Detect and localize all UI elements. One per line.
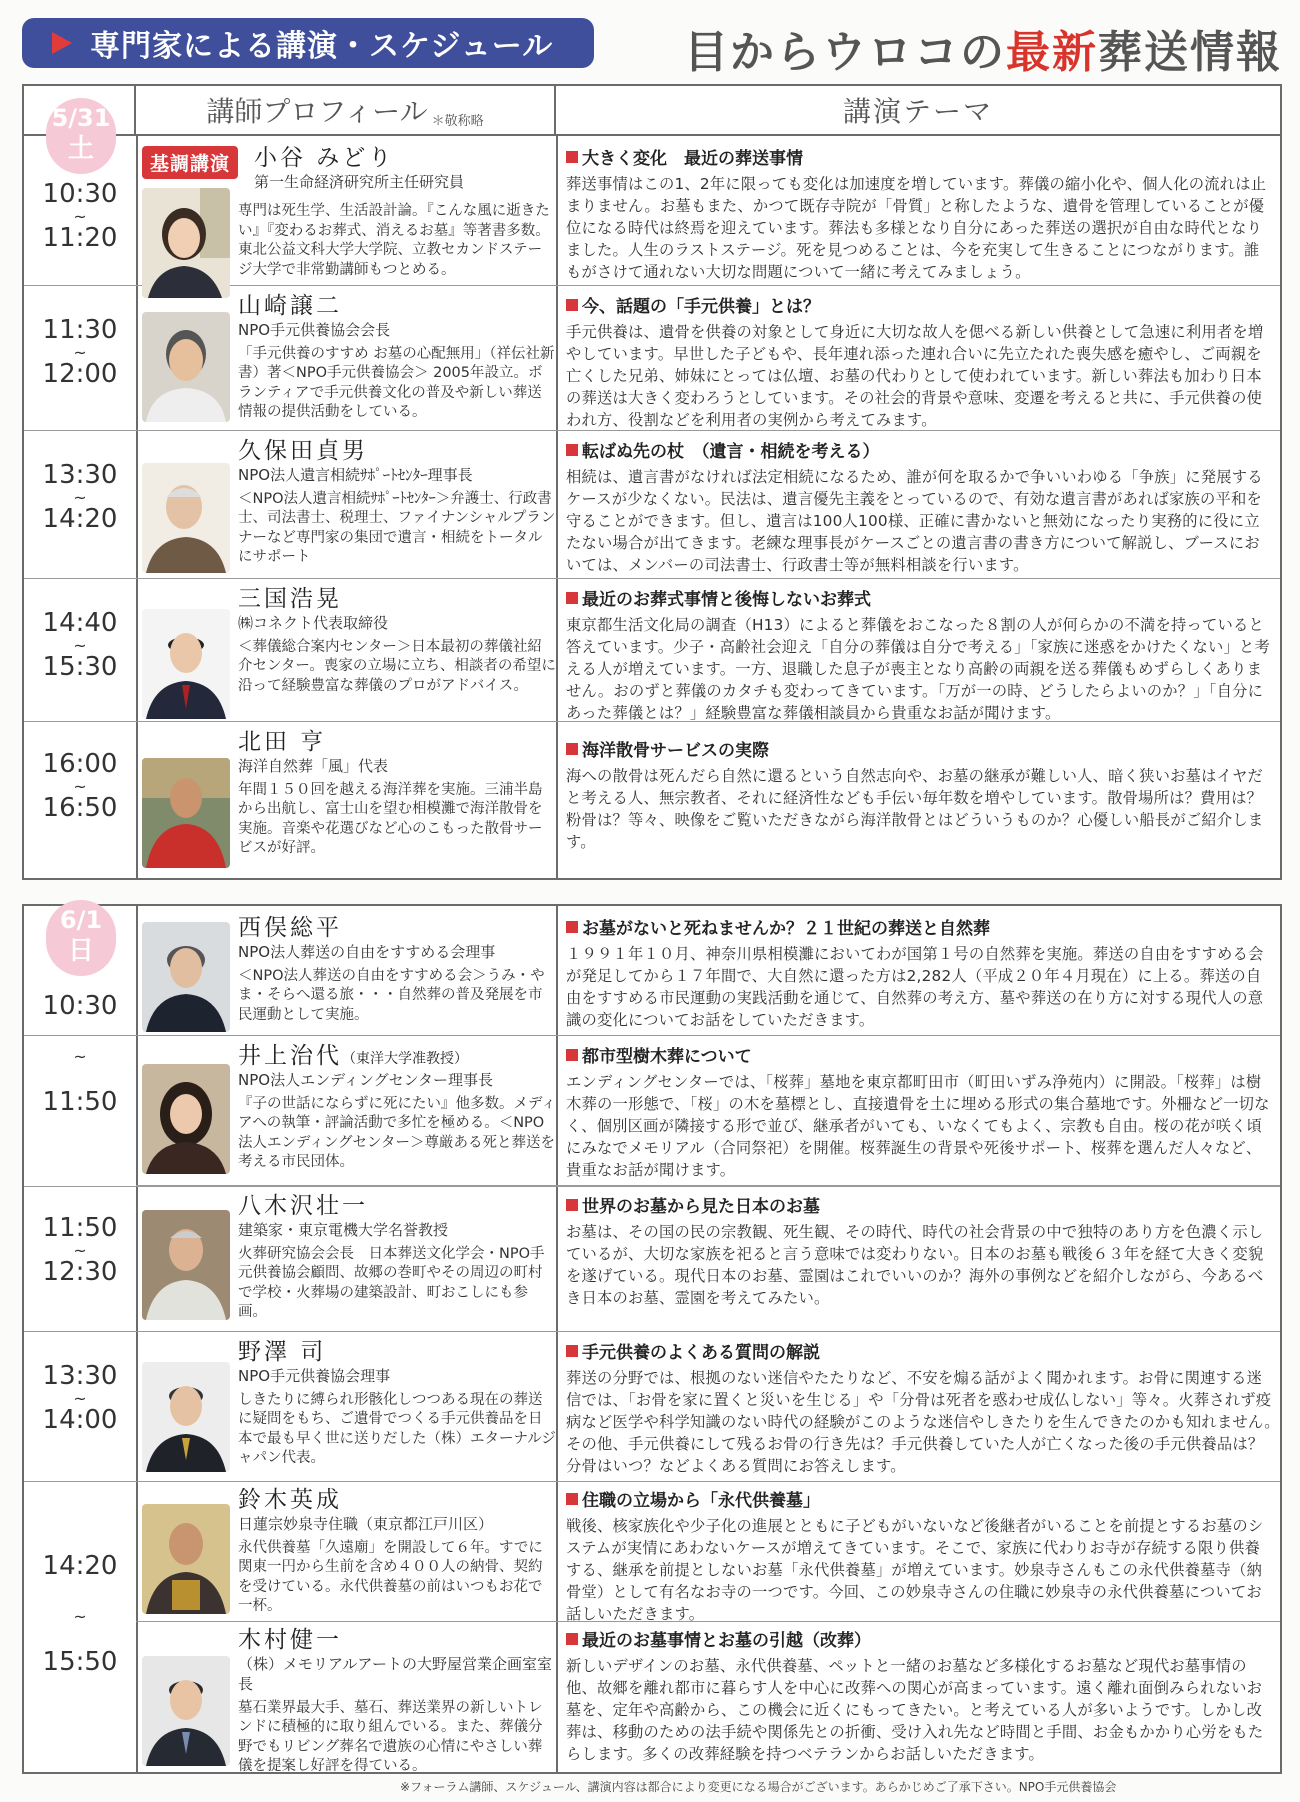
theme-body: お墓は、その国の民の宗教観、死生観、その時代、時代の社会背景の中で独特のあり方を色濃く示しているが、大切な家族を祀ると言う意味では変わりない。日本のお墓も戦後６３年を経て大きく変貌を遂げている。現代日本のお墓、霊園はこれでいいのか？海外の事例などを紹介しながら、今あるべき日本のお墓、霊園を考えてみたい。 — [566, 1223, 1264, 1308]
theme-title-text: 最近のお墓事情とお墓の引越（改葬） — [582, 1631, 871, 1651]
session-time — [24, 1362, 136, 1436]
theme-title-text: 転ばぬ先の杖 （遺言・相続を考える） — [582, 442, 880, 462]
time-end: 14:00 — [42, 1405, 118, 1436]
weekday-label: 土 — [67, 134, 94, 164]
date-label: 6/1 — [59, 906, 103, 934]
banner-title: 専門家による講演・スケジュール — [90, 29, 554, 64]
theme-block — [566, 1042, 1274, 1181]
brand-highlight: 最新 — [1006, 27, 1098, 78]
time-end: 12:00 — [42, 359, 118, 390]
tilde-icon: ~ — [73, 1607, 87, 1626]
brand-post: 葬送情報 — [1098, 27, 1282, 78]
theme-title — [566, 585, 1274, 610]
theme-body: 海への散骨は死んだら自然に還るという自然志向や、お墓の継承が難しい人、暗く狭いお墓はイヤだと考える人、無宗教者、それに経済性なども手伝い毎年数を増やしています。散骨場所は？費用は？粉骨は？等々、映像をご覧いただきながら海洋散骨とはどういうものか？心優しい船長がご紹介します。 — [566, 767, 1264, 852]
column-header-profile — [136, 86, 556, 134]
theme-body: 戦後、核家族化や少子化の進展とともに子どもがいないなど後継者がいることを前提とするお墓のシステムが実情にあわないケースが増えてきています。そこで、家族に代わりお寺が存続する限り供養する、継承を前提としないお墓「永代供養墓」が増えています。妙泉寺さんもこの永代供養墓寺（納骨堂）として有名なお寺の一つです。今回、この妙泉寺さんの住職に妙泉寺の永代供養墓についてお話しいただきます。 — [566, 1517, 1264, 1624]
date-label: 5/31 — [51, 104, 111, 132]
speaker-description: ＜NPO法人葬送の自由をすすめる会＞うみ・やま・そらへ還る旅・・・自然葬の普及発展を市民運動として実施。 — [238, 967, 545, 1023]
speaker-profile — [238, 437, 556, 568]
speaker-name: 野澤 司 — [238, 1339, 327, 1365]
speaker-profile — [238, 728, 556, 859]
square-bullet-icon — [566, 151, 578, 163]
theme-block — [566, 1192, 1274, 1309]
speaker-affiliation: NPO法人遺言相続ｻﾎﾟｰﾄｾﾝﾀｰ理事長 — [238, 465, 473, 484]
speaker-name: 鈴木英成 — [238, 1487, 342, 1513]
session-row — [24, 1186, 1280, 1332]
time-end: 15:30 — [42, 652, 118, 683]
speaker-name-note: （東洋大学准教授） — [342, 1051, 468, 1067]
square-bullet-icon — [566, 1493, 578, 1505]
speaker-affiliation: NPO法人エンディングセンター理事長 — [238, 1070, 493, 1089]
speaker-profile — [238, 292, 556, 423]
theme-block — [566, 736, 1274, 853]
tilde-icon: ~ — [73, 1047, 87, 1066]
speaker-name: 西俣総平 — [238, 915, 342, 941]
theme-title — [566, 1626, 1274, 1651]
square-bullet-icon — [566, 1633, 578, 1645]
theme-body: 手元供養は、遺骨を供養の対象として身近に大切な故人を偲べる新しい供養として急速に利用者を増やしています。早世した子どもや、長年連れ添った連れ合いに先立たれた喪失感を癒やし、ご両親を亡くした兄弟、姉妹にとっては仏壇、お墓の代わりとして使われています。新しい葬法も加わり日本の葬送は大きく変わろうとしています。その社会的背景や意味、変遷を考えると共に、手元供養の使われ方、役割などを利用者の実例から考えてみます。 — [566, 323, 1264, 430]
theme-title-text: 海洋散骨サービスの実際 — [582, 741, 769, 761]
theme-body: １９９１年１０月、神奈川県相模灘においてわが国第１号の自然葬を実施。葬送の自由をすすめる会が発足してから１７年間で、大自然に還った方は2,282人（平成２０年４月現在）に上る。葬送の自由をすすめる市民運動の実践活動を通じて、自然葬の考え方、墓や葬送の在り方に対する現代人の意識の変化についてお話をしていただきます。 — [566, 945, 1264, 1030]
time-start: 11:30 — [42, 315, 118, 345]
speaker-photo — [142, 1504, 230, 1614]
speaker-description: ＜葬儀総合案内センター＞日本最初の葬儀社紹介センター。喪家の立場に立ち、相談者の希望に沿って経験豊富な葬儀のプロがアドバイス。 — [238, 638, 556, 694]
column-header-theme: 講演テーマ — [842, 95, 993, 128]
theme-title — [566, 914, 1274, 939]
speaker-description: 永代供養墓「久遠廟」を開設して６年。すでに関東一円から生前を含め４００人の納骨、契約を受けている。永代供養墓の前はいつもお花で一杯。 — [238, 1539, 543, 1615]
theme-title-text: 最近のお葬式事情と後悔しないお葬式 — [582, 590, 871, 610]
speaker-name: 久保田貞男 — [238, 438, 368, 464]
square-bullet-icon — [566, 743, 578, 755]
theme-block — [566, 1338, 1288, 1477]
speaker-photo — [142, 1656, 230, 1766]
session-time — [24, 461, 136, 535]
schedule-day1 — [22, 84, 1282, 880]
time-end: 15:50 — [42, 1647, 118, 1677]
speaker-description: 年間１５０回を越える海洋葬を実施。三浦半島から出航し、富士山を望む相模灘で海洋散骨を実施。音楽や花選びなど心のこもった散骨サービスが好評。 — [238, 781, 543, 857]
time-start: 10:30 — [42, 991, 118, 1021]
speaker-affiliation: ㈱コネクト代表取締役 — [238, 613, 389, 632]
theme-title-text: 世界のお墓から見た日本のお墓 — [582, 1197, 820, 1217]
session-row — [24, 722, 1280, 878]
speaker-description: 専門は死生学、生活設計論。『こんな風に逝きたい』『変わるお葬式、消えるお墓』等著書多数。東北公益文科大学大学院、立教セカンドステージ大学で非常勤講師もつとめる。 — [238, 203, 550, 278]
theme-title — [566, 1042, 1274, 1067]
speaker-profile — [238, 1486, 556, 1617]
time-start: 13:30 — [42, 460, 118, 490]
time-end: 12:30 — [42, 1257, 118, 1288]
speaker-name-line — [238, 1042, 556, 1071]
theme-title — [566, 437, 1274, 462]
session-time — [24, 750, 136, 824]
speaker-description: 「手元供養のすすめ お墓の心配無用」（祥伝社新書）著＜NPO手元供養協会＞ 2005年設立。ボランティアで手元供養文化の普及や新しい葬送情報の提供活動をしている。 — [238, 345, 555, 421]
tilde-icon: ~ — [73, 206, 87, 226]
theme-title-text: お墓がないと死ねませんか？２１世紀の葬送と自然葬 — [582, 919, 990, 939]
speaker-photo — [142, 758, 230, 868]
session-time — [24, 1552, 136, 1752]
speaker-profile — [238, 1338, 556, 1469]
time-end: 11:20 — [42, 223, 118, 254]
theme-title-text: 都市型樹木葬について — [582, 1047, 752, 1067]
speaker-profile — [238, 914, 556, 1025]
speaker-photo — [142, 1210, 230, 1320]
schedule-day2 — [22, 904, 1288, 1775]
speaker-affiliation: NPO手元供養協会理事 — [238, 1366, 391, 1385]
speaker-affiliation: NPO手元供養協会会長 — [238, 320, 391, 339]
theme-body: 東京都生活文化局の調査（H13）によると葬儀をおこなった８割の人が何らかの不満を持っていると答えています。少子・高齢社会迎え「自分の葬儀は自分で考える」「家族に迷惑をかけたくない」と考える人が増えています。一方、退職した息子が喪主となり高齢の両親を送る葬儀もめずらしくありません。おのずと葬儀のカタチも変わってきています。「万が一の時、どうしたらよいのか？」「自分にあった葬儀とは？」経験豊富な葬儀相談員から貴重なお話が聞けます。 — [566, 616, 1270, 723]
tilde-icon: ~ — [73, 1240, 87, 1260]
tilde-icon: ~ — [73, 342, 87, 362]
theme-title-text: 住職の立場から「永代供養墓」 — [582, 1491, 820, 1511]
session-row — [24, 286, 1280, 431]
speaker-photo — [142, 609, 230, 719]
schedule-banner — [22, 18, 594, 68]
column-profile-note: ＊敬称略 — [431, 113, 484, 129]
time-start: 11:50 — [42, 1213, 118, 1243]
play-arrow-icon — [52, 32, 72, 54]
speaker-description: 墓石業界最大手、墓石、葬送業界の新しいトレンドに積極的に取り組んでいる。また、葬儀分野でもリビング葬名で遺族の心情にやさしい葬儀を提案し好評を得ている。 — [238, 1699, 543, 1775]
theme-body: エンディングセンターでは、「桜葬」墓地を東京都町田市（町田いずみ浄苑内）に開設。「桜葬」は樹木葬の一形態で、「桜」の木を墓標とし、直接遺骨を土に埋める形式の集合墓地です。外柵など一切なく、個別区画が隣接する形で並び、継承者がいても、いなくてもよく、宗教も自由。桜の花が咲く頃にみなでメモリアル（合同祭祀）を開催。桜葬誕生の背景や死後サポート、桜葬を選んだ人々など、貴重なお話が聞けます。 — [566, 1073, 1270, 1180]
speaker-profile — [238, 1192, 556, 1323]
speaker-affiliation: NPO法人葬送の自由をすすめる会理事 — [238, 942, 496, 961]
speaker-profile — [238, 1626, 556, 1777]
theme-block — [566, 914, 1274, 1031]
session-row — [136, 1622, 1280, 1775]
speaker-affiliation: 海洋自然葬「風」代表 — [238, 756, 389, 775]
tilde-icon: ~ — [73, 1388, 87, 1408]
speaker-photo — [142, 463, 230, 573]
session-row — [136, 1482, 1280, 1622]
speaker-profile — [238, 585, 556, 696]
square-bullet-icon — [566, 921, 578, 933]
square-bullet-icon — [566, 1345, 578, 1357]
session-row — [136, 1036, 1280, 1186]
square-bullet-icon — [566, 444, 578, 456]
time-start: 10:30 — [42, 179, 118, 209]
theme-title-text: 手元供養のよくある質問の解説 — [582, 1343, 820, 1363]
time-start: 13:30 — [42, 1361, 118, 1391]
tilde-icon: ~ — [73, 487, 87, 507]
time-start: 16:00 — [42, 749, 118, 779]
theme-block — [566, 1626, 1274, 1765]
speaker-profile — [238, 1042, 556, 1173]
square-bullet-icon — [566, 1199, 578, 1211]
tilde-icon: ~ — [73, 635, 87, 655]
page-header — [22, 16, 1282, 78]
time-end: 11:50 — [42, 1087, 118, 1117]
theme-title-text: 今、話題の「手元供養」とは？ — [582, 297, 820, 317]
square-bullet-icon — [566, 1049, 578, 1061]
time-end: 14:20 — [42, 504, 118, 535]
speaker-photo — [142, 1064, 230, 1174]
speaker-name: 北田 亨 — [238, 729, 327, 755]
theme-block — [566, 585, 1274, 724]
session-row — [24, 1332, 1288, 1482]
speaker-photo — [142, 922, 230, 1032]
theme-title — [566, 736, 1274, 761]
session-time — [24, 1214, 136, 1288]
theme-title — [566, 144, 1274, 169]
square-bullet-icon — [566, 299, 578, 311]
theme-title-text: 大きく変化 最近の葬送事情 — [582, 149, 803, 169]
theme-block — [566, 437, 1274, 576]
theme-block — [566, 1486, 1274, 1625]
session-time — [24, 609, 136, 683]
speaker-description: 『子の世話にならずに死にたい』他多数。メディアへの執筆・評論活動で多忙を極める。＜NPO法人エンディングセンター＞尊厳ある死と葬送を考える市民団体。 — [238, 1095, 556, 1171]
theme-block — [566, 144, 1274, 283]
speaker-name: 井上治代 — [238, 1043, 342, 1069]
session-row — [24, 136, 1280, 286]
speaker-affiliation: （株）メモリアルアートの大野屋営業企画室室長 — [238, 1654, 552, 1693]
speaker-photo — [142, 312, 230, 422]
session-row — [24, 431, 1280, 579]
footnote: ※フォーラム講師、スケジュール、講演内容は都合により変更になる場合がございます。あらかじめご了承下さい。NPO手元供養協会 — [400, 1780, 1117, 1794]
column-header — [24, 86, 1280, 136]
time-end: 16:50 — [42, 793, 118, 824]
speaker-name: 山崎譲二 — [238, 293, 342, 319]
theme-body: 葬送の分野では、根拠のない迷信やたたりなど、不安を煽る話がよく聞かれます。お骨に関連する迷信では、「お骨を家に置くと災いを生じる」や「分骨は死者を惑わせ成仏しない」等々。火葬されず疫病など医学や科学知識のない時代の経験がこのような迷信やしきたりを生んできたのかも知れません。 その他、手元供養にして残るお骨の行き先は？手元供養していた人が亡くなった後の手元供養品は？分骨はいつ？などよくある質問にお答えします。 — [566, 1369, 1288, 1476]
theme-body: 葬送事情はこの1、2年に限っても変化は加速度を増しています。葬儀の縮小化や、個人化の流れは止まりません。お墓もまた、かつて既存寺院が「骨質」と称したような、遺骨を管理していることが優位になる時代は終焉を迎えています。葬法も多様となり自分にあった葬送の選択が自由な時代となりました。人生のラストステージ。死を見つめることは、今を充実して生きることにつながります。誰もがさけて通れない大切な問題について一緒に考えてみましょう。 — [566, 175, 1267, 282]
speaker-photo — [142, 1362, 230, 1472]
speaker-description: しきたりに縛られ形骸化しつつある現在の葬送に疑問をもち、ご遺骨でつくる手元供養品を日本で最も早く世に送りだした（株）エターナルジャパン代表。 — [238, 1391, 556, 1467]
speaker-affiliation: 第一生命経済研究所主任研究員 — [254, 172, 465, 191]
square-bullet-icon — [566, 592, 578, 604]
theme-body: 新しいデザインのお墓、永代供養墓、ペットと一緒のお墓など多様化するお墓など現代お墓事情の他、故郷を離れ都市に暮らす人を中心に改葬への関心が高まっています。遠く離れ面倒みられないお墓を、定年や高齢から、この機会に近くにもってきたい。と考えている人が多いようです。しかし改葬は、移動のための法手続や関係先との折衝、受け入れ先など時間と手間、お金もかかり心労をもたらします。多くの改葬経験を持つベテランからお話しいただきます。 — [566, 1657, 1264, 1764]
speaker-name: 三国浩晃 — [238, 586, 342, 612]
time-start: 14:40 — [42, 608, 118, 638]
theme-title — [566, 1486, 1274, 1511]
speaker-profile — [254, 144, 554, 197]
session-time — [24, 180, 136, 254]
speaker-affiliation: 建築家・東京電機大学名誉教授 — [238, 1220, 449, 1239]
theme-title — [566, 292, 1274, 317]
weekday-label: 日 — [67, 936, 94, 966]
tilde-icon: ~ — [73, 776, 87, 796]
speaker-description: ＜NPO法人遺言相続ｻﾎﾟｰﾄｾﾝﾀｰ＞弁護士、行政書士、司法書士、税理士、ファイナンシャルプランナーなど専門家の集団で遺言・相続をトータルにサポート — [238, 490, 556, 566]
speaker-name: 木村健一 — [238, 1627, 342, 1653]
speaker-photo — [142, 188, 230, 298]
column-profile-label: 講師プロフィール — [206, 95, 428, 128]
speaker-description: 火葬研究協会会長 日本葬送文化学会・NPO手元供養協会顧問、故郷の巻町やその周辺の町村で学校・火葬場の建築設計、町おこしにも参画。 — [238, 1245, 545, 1321]
time-start: 14:20 — [42, 1551, 118, 1581]
speaker-name: 小谷 みどり — [254, 145, 395, 171]
brand-title — [684, 16, 1282, 80]
session-time — [24, 316, 136, 390]
theme-body: 相続は、遺言書がなければ法定相続になるため、誰が何を取るかで争いいわゆる「争族」に発展するケースが少なくない。民法は、遺言優先主義をとっているので、有効な遺言書があれば家族の平和を守ることができます。但し、遺言は100人100様、正確に書かないと無効になったり実務的に役に立たない場合が出てきます。老練な理事長がケースごとの遺言書の書き方について解説し、ブースにおいては、メンバーの司法書士、行政書士等が無料相談を行います。 — [566, 468, 1263, 575]
session-row — [24, 906, 1280, 1036]
session-row — [24, 579, 1280, 722]
theme-block — [566, 292, 1274, 431]
speaker-name: 八木沢壮一 — [238, 1193, 368, 1219]
theme-title — [566, 1192, 1274, 1217]
brand-pre: 目からウロコの — [684, 27, 1006, 78]
speaker-description-box — [238, 202, 556, 280]
theme-title — [566, 1338, 1274, 1363]
keynote-badge: 基調講演 — [142, 146, 238, 179]
speaker-affiliation: 日蓮宗妙泉寺住職（東京都江戸川区） — [238, 1514, 494, 1533]
